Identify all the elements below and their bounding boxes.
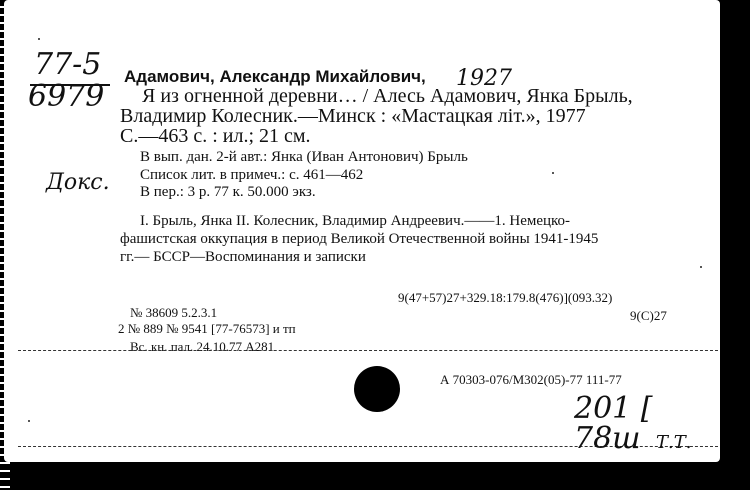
- publisher-code: А 70303-076/М302(05)-77 111-77: [440, 372, 622, 387]
- speck: [700, 266, 702, 268]
- author-heading: Адамович, Александр Михайлович,: [124, 67, 426, 86]
- handwritten-year: 1927: [456, 66, 512, 91]
- handwritten-code-bottom: 6979: [28, 79, 105, 114]
- subject-line-3: гг.— БССР—Воспоминания и записки: [120, 249, 366, 265]
- note-line-3: В пер.: 3 р. 77 к. 50.000 экз.: [140, 184, 316, 200]
- title-line-2: Владимир Колесник.—Минск : «Мастацкая літ.», 1977: [120, 105, 586, 127]
- classification-short: 9(С)27: [630, 308, 667, 323]
- subject-line-2: фашистская оккупация в период Великой Отечественной войны 1941-1945: [120, 231, 599, 247]
- title-line-3: С.—463 с. : ил.; 21 см.: [120, 125, 311, 147]
- handwritten-note: Докс.: [46, 170, 110, 195]
- speck: [38, 38, 40, 40]
- inventory-number-2: 2 № 889 № 9541 [77-76573] и тп: [118, 321, 296, 336]
- handwritten-signature: 201 [ 78ш: [574, 391, 653, 456]
- note-line-2: Список лит. в примеч.: с. 461—462: [140, 167, 364, 183]
- speck: [552, 172, 554, 174]
- inventory-number-3: Вс. кн. пал. 24.10.77 А281: [130, 339, 275, 354]
- dashed-divider-upper: [18, 350, 718, 351]
- subject-line-1: I. Брыль, Янка II. Колесник, Владимир Андреевич.——1. Немецко-: [140, 213, 571, 229]
- title-line-1: Я из огненной деревни… / Алесь Адамович, Янка Брыль,: [142, 85, 633, 107]
- catalog-card: [4, 0, 720, 462]
- classification-index: 9(47+57)27+329.18:179.8(476)](093.32): [398, 290, 613, 305]
- speck: [28, 420, 30, 422]
- inventory-number-1: № 38609 5.2.3.1: [130, 305, 218, 320]
- punch-hole: [354, 366, 400, 412]
- note-line-1: В вып. дан. 2-й авт.: Янка (Иван Антонович) Брыль: [140, 149, 468, 165]
- handwritten-code-top: 77-5: [34, 47, 102, 82]
- handwritten-initials: Т.Т.: [656, 432, 692, 453]
